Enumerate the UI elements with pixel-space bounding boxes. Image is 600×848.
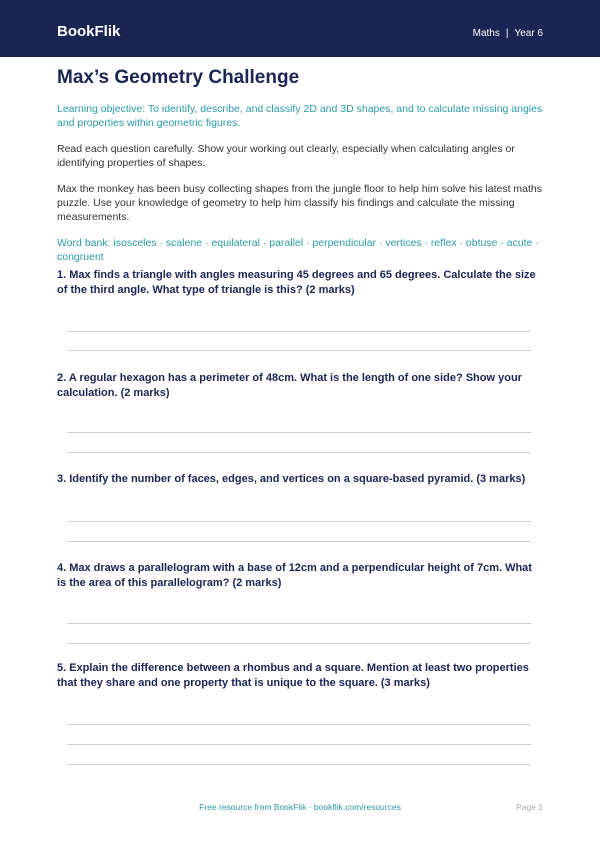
question-2: 2. A regular hexagon has a perimeter of 48cm. What is the length of one side? Show your calculation. (2 marks) [57,372,522,399]
answer-line[interactable] [67,452,531,453]
intro-section [57,66,543,264]
footer-source: Free resource from BookFlik · bookflik.com/resources [199,802,401,812]
answer-line[interactable] [67,350,531,351]
answer-line[interactable] [67,643,531,644]
word-bank: Word bank: isosceles · scalene · equilateral · parallel · perpendicular · vertices · reflex · obtuse · acute · congruent [57,237,539,263]
answer-line[interactable] [67,432,531,433]
question-5: 5. Explain the difference between a rhombus and a square. Mention at least two properties that they share and one property that is unique to the square. (3 marks) [57,662,529,689]
subject-label: Maths [472,28,500,39]
answer-line[interactable] [67,521,531,522]
page-number: Page 1 [516,802,543,812]
answer-line[interactable] [67,541,531,542]
question-3: 3. Identify the number of faces, edges, and vertices on a square-based pyramid. (3 marks) [57,473,526,485]
learning-objective: Learning objective: To identify, describe, and classify 2D and 3D shapes, and to calculate missing angles and properties within geometric figures. [57,103,543,129]
header-meta [473,27,543,41]
answer-line[interactable] [67,764,531,765]
answer-line[interactable] [67,331,531,332]
page-header [0,0,600,57]
answer-line[interactable] [67,744,531,745]
story-text: Max the monkey has been busy collecting shapes from the jungle floor to help him solve his latest maths puzzle. Use your knowledge of geometry to help him classify his findings and calculate the missing measurements. [57,183,543,223]
page-title: Max’s Geometry Challenge [57,67,300,88]
meta-separator: | [505,28,509,39]
brand-logo-text: BookFlik [57,23,121,40]
answer-line[interactable] [67,724,531,725]
question-4: 4. Max draws a parallelogram with a base of 12cm and a perpendicular height of 7cm. What is the area of this parallelogram? (2 marks) [57,562,532,589]
year-label: Year 6 [514,28,543,39]
question-1: 1. Max finds a triangle with angles measuring 45 degrees and 65 degrees. Calculate the size of the third angle. What type of triangle is this? (2 marks) [57,269,536,296]
answer-line[interactable] [67,623,531,624]
instructions-text: Read each question carefully. Show your working out clearly, especially when calculating angles or identifying properties of shapes. [57,143,515,169]
